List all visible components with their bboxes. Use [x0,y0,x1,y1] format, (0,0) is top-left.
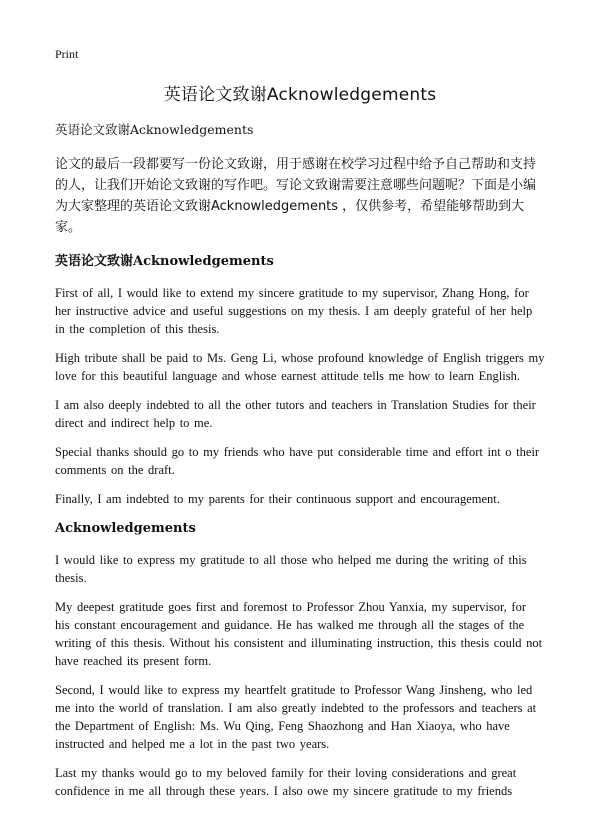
section-heading-1: 英语论文致谢Acknowledgements [55,254,274,269]
paragraph: I would like to express my gratitude to all those who helped me during the writing of this thesis. [55,553,527,585]
document-body [55,120,545,811]
intro-paragraph: 论文的最后一段都要写一份论文致谢，用于感谢在校学习过程中给予自己帮助和支持的人，让我们开始论文致谢的写作吧。写论文致谢需要注意哪些问题呢？下面是小编为大家整理的英语论文致谢Acknowledgements ，仅供参考，希望能够帮助到大家。 [55,157,537,235]
paragraph: Finally, I am indebted to my parents for their continuous support and encouragement. [55,492,500,506]
subtitle: 英语论文致谢Acknowledgements [55,122,254,137]
paragraph: Last my thanks would go to my beloved family for their loving considerations and great confidence in me all through these years. I also owe my sincere gratitude to my friends [55,766,517,798]
print-label: Print [55,47,79,61]
paragraph: My deepest gratitude goes first and foremost to Professor Zhou Yanxia, my supervisor, for his constant encouragement and guidance. He has walked me through all the stages of the writing of this thesis. Without his consistent and illuminating instruction, this thesis could not have reached its present form. [55,600,543,668]
paragraph: I am also deeply indebted to all the other tutors and teachers in Translation Studies for their direct and indirect help to me. [55,398,536,430]
page-title: 英语论文致谢Acknowledgements [163,85,437,105]
paragraph: High tribute shall be paid to Ms. Geng Li, whose profound knowledge of English triggers my love for this beautiful language and whose earnest attitude tells me how to learn English. [55,351,545,383]
paragraph: First of all, I would like to extend my sincere gratitude to my supervisor, Zhang Hong, for her instructive advice and useful suggestions on my thesis. I am deeply grateful of her help in the completion of this thesis. [55,286,533,336]
paragraph: Special thanks should go to my friends who have put considerable time and effort int o their comments on the draft. [55,445,540,477]
section-heading-2: Acknowledgements [55,521,196,536]
paragraph: Second, I would like to express my heartfelt gratitude to Professor Wang Jinsheng, who led me into the world of translation. I am also greatly indebted to the professors and teachers at the Department of English: Ms. Wu Qing, Feng Shaozhong and Han Xiaoya, who have instructed and helped me a lot in the past two years. [55,683,537,751]
